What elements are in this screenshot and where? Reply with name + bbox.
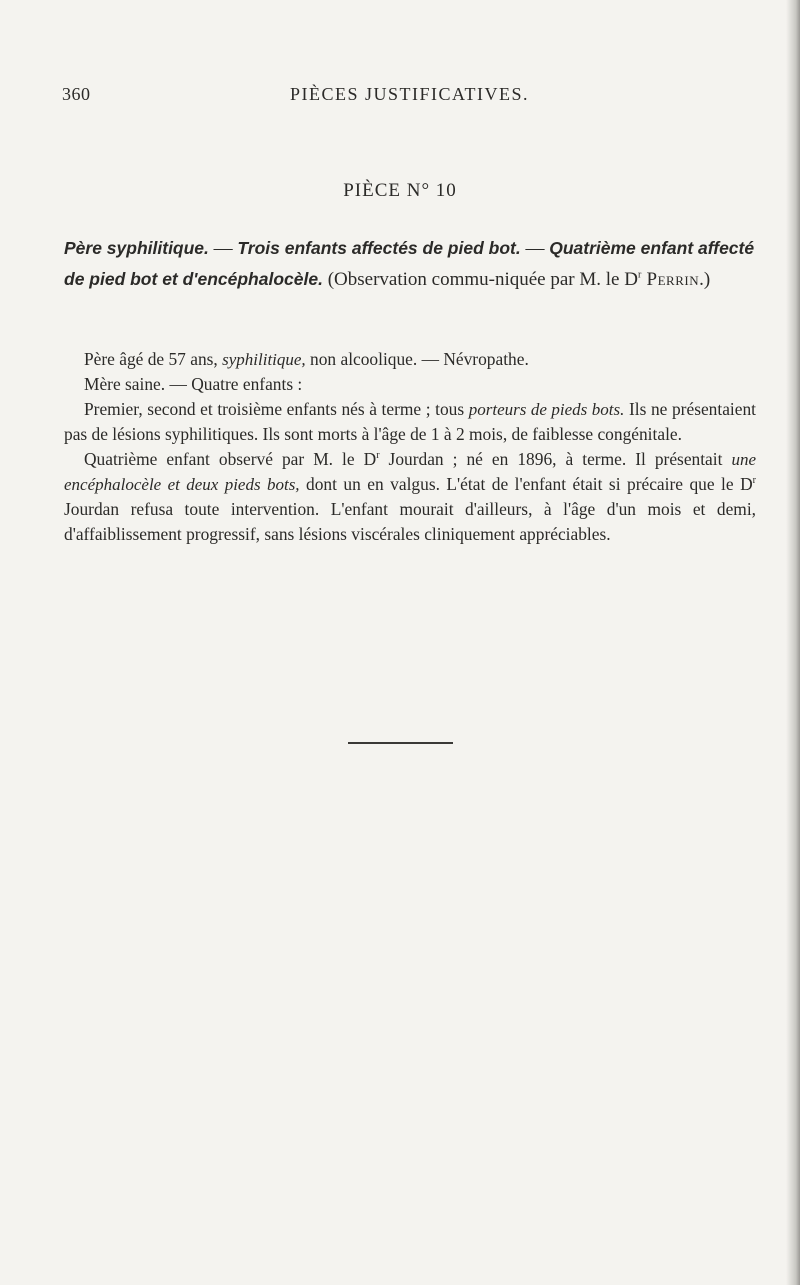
summary-part-2: Trois enfants affectés de pied bot. — [237, 238, 521, 258]
paragraph-fourth-child — [64, 447, 756, 547]
observation-summary — [64, 233, 756, 295]
page-number: 360 — [62, 84, 91, 104]
page-header — [0, 84, 800, 108]
summary-part-3: Quatrième enfant affecté de pied bot et d'encéphalocèle. — [64, 238, 755, 289]
text-run: Jourdan ; né en 1896, à terme. Il présentait — [379, 449, 732, 469]
summary-dash-2: — — [520, 238, 550, 259]
text-run: Quatrième enfant observé par M. le D — [84, 449, 377, 469]
paragraph-father — [64, 347, 756, 372]
text-run: Ils ne présentaient pas de lésions syphilitiques. Ils sont morts à l'âge de 1 à 2 mois, de faiblesse congénitale. — [64, 399, 756, 444]
italic-run: porteurs de pieds bots. — [468, 400, 625, 419]
paragraph-mother: Mère saine. — Quatre enfants : — [84, 374, 303, 394]
text-run: dont un en valgus. L'état de l'enfant était si précaire que le D — [299, 474, 753, 494]
page-edge-shadow — [786, 0, 800, 1285]
paragraph-first-children — [64, 397, 756, 447]
text-run: Premier, second et troisième enfants nés à terme ; tous — [84, 399, 469, 419]
doctor-name: Perrin — [641, 269, 700, 290]
body-text — [64, 347, 756, 547]
observation-source: (Observation commu-niquée par M. le D — [322, 269, 638, 290]
doctor-abbrev-sup: r — [637, 269, 642, 281]
observation-source-end: .) — [699, 269, 711, 290]
text-run: Père âgé de 57 ans, — [84, 349, 223, 369]
piece-title: PIÈCE N° 10 — [343, 180, 457, 201]
summary-part-1: Père syphilitique. — [64, 238, 209, 258]
doctor-abbrev-sup: r — [376, 450, 380, 462]
text-run: Jourdan refusa toute intervention. L'enfant mourait d'ailleurs, à l'âge d'un mois et demi, d'affaiblissement progressif, sans lésions viscérales cliniquement appréciables. — [64, 499, 756, 544]
text-run: non alcoolique. — Névropathe. — [305, 349, 529, 369]
summary-dash-1: — — [208, 238, 238, 259]
section-divider — [348, 742, 453, 744]
doctor-abbrev-sup: r — [752, 475, 756, 487]
italic-run: syphilitique, — [222, 350, 306, 369]
running-title: PIÈCES JUSTIFICATIVES. — [290, 84, 530, 104]
italic-run: une encéphalocèle et deux pieds bots, — [64, 450, 757, 494]
